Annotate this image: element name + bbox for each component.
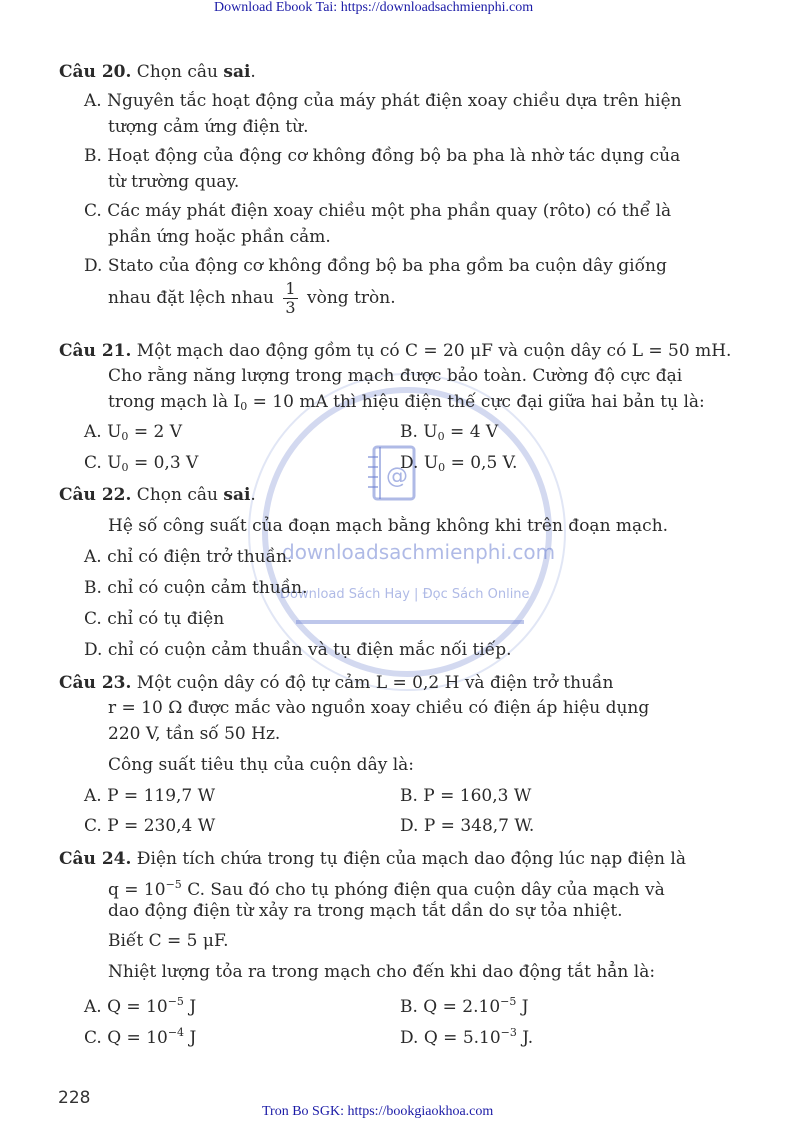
q20-option-b-line2: từ trường quay. — [108, 172, 240, 192]
q24-l2b: C. Sau đó cho tụ phóng điện qua cuộn dây của mạch và — [181, 880, 665, 900]
header-download-link[interactable]: Download Ebook Tai: https://downloadsachmienphi.com — [214, 0, 534, 15]
q20-option-c-line1: C. Các máy phát điện xoay chiều một pha phần quay (rôto) có thể là — [84, 201, 672, 221]
question-24-label: Câu 24. — [59, 849, 132, 869]
q22-option-c: C. chỉ có tụ điện — [84, 609, 225, 629]
q21-option-c — [84, 452, 198, 479]
watermark-bar — [296, 620, 524, 624]
question-23-line2: r = 10 Ω được mắc vào nguồn xoay chiều có điện áp hiệu dụng — [108, 698, 650, 718]
fraction-one-third — [283, 280, 297, 317]
question-24-text: Điện tích chứa trong tụ điện của mạch dao động lúc nạp điện là — [131, 849, 686, 869]
question-24-line3: dao động điện từ xảy ra trong mạch tắt dần do sự tỏa nhiệt. — [108, 901, 623, 921]
q24-option-a — [84, 991, 196, 1018]
q21-a-post: = 2 V — [128, 422, 182, 442]
q20-option-a-line1: A. Nguyên tắc hoạt động của máy phát điện xoay chiều dựa trên hiện — [84, 91, 682, 111]
q21-b-post: = 4 V — [444, 422, 499, 442]
q24-d-post: J. — [516, 1028, 534, 1048]
question-20-label: Câu 20. — [59, 62, 132, 82]
q20-option-d-line2 — [108, 280, 396, 317]
svg-text:@: @ — [386, 464, 408, 489]
question-20-stem: Câu 20. Chọn câu sai. — [59, 62, 256, 82]
question-23-text: Một cuộn dây có độ tự cảm L = 0,2 H và điện trở thuần — [131, 673, 614, 693]
fraction-denominator: 3 — [285, 298, 296, 317]
q21-l3-sub: 0 — [240, 400, 248, 413]
q24-a-pre: A. Q = 10 — [84, 997, 168, 1017]
q21-d-post: = 0,5 V. — [445, 453, 518, 473]
fraction-numerator: 1 — [285, 279, 296, 298]
q20-d-post: vòng tròn. — [307, 288, 396, 308]
q24-c-pre: C. Q = 10 — [84, 1028, 168, 1048]
q21-a-sub: 0 — [121, 430, 129, 443]
q20-option-a-line2: tượng cảm ứng điện từ. — [108, 117, 309, 137]
q23-option-c: C. P = 230,4 W — [84, 816, 216, 836]
q23-option-a: A. P = 119,7 W — [84, 786, 216, 806]
question-21-label: Câu 21. — [59, 341, 132, 361]
watermark-tagline: Download Sách Hay | Đọc Sách Online — [280, 587, 530, 602]
q24-a-sup: −5 — [167, 995, 184, 1008]
page-number: 228 — [58, 1088, 91, 1108]
q24-b-sup: −5 — [500, 995, 517, 1008]
watermark-domain: downloadsachmienphi.com — [282, 540, 556, 564]
question-23-line1 — [59, 672, 613, 694]
q24-d-pre: D. Q = 5.10 — [400, 1028, 501, 1048]
footer-sgk-link[interactable]: Tron Bo SGK: https://bookgiaokhoa.com — [262, 1104, 494, 1119]
question-21-line2: Cho rằng năng lượng trong mạch được bảo toàn. Cường độ cực đại — [108, 366, 683, 386]
question-23-line3: 220 V, tần số 50 Hz. — [108, 724, 281, 744]
question-22-line2: Hệ số công suất của đoạn mạch bằng không khi trên đoạn mạch. — [108, 516, 669, 536]
question-23-label: Câu 23. — [59, 673, 132, 693]
q21-option-b — [400, 421, 498, 448]
q24-b-post: J — [516, 997, 529, 1017]
q21-d-sub: 0 — [438, 461, 446, 474]
q24-d-sup: −3 — [500, 1026, 517, 1039]
question-22-stem — [59, 484, 256, 506]
question-24-line2 — [108, 874, 665, 901]
q24-option-c — [84, 1022, 196, 1049]
q22-option-b: B. chỉ có cuộn cảm thuần. — [84, 578, 308, 598]
q20-option-c-line2: phần ứng hoặc phần cảm. — [108, 227, 331, 247]
q24-option-b — [400, 991, 529, 1018]
question-20-emph: sai — [223, 62, 251, 82]
q24-c-sup: −4 — [167, 1026, 185, 1039]
q24-a-post: J — [183, 997, 197, 1017]
q24-l2a: q = 10 — [108, 880, 166, 900]
question-23-line4: Công suất tiêu thụ của cuộn dây là: — [108, 755, 415, 775]
question-22-label: Câu 22. — [59, 485, 132, 505]
q21-c-sub: 0 — [121, 461, 129, 474]
q21-l3b: = 10 mA thì hiệu điện thế cực đại giữa hai bản tụ là: — [247, 392, 705, 412]
question-21-line3 — [108, 391, 705, 418]
question-22-emph: sai — [223, 485, 251, 505]
q21-c-post: = 0,3 V — [128, 453, 199, 473]
q22-option-d: D. chỉ có cuộn cảm thuần và tụ điện mắc nối tiếp. — [84, 640, 512, 660]
q24-option-d — [400, 1022, 533, 1049]
q21-l3a: trong mạch là I — [108, 392, 241, 412]
q21-option-a — [84, 421, 182, 448]
q24-l2-sup: −5 — [165, 878, 182, 891]
q20-option-b-line1: B. Hoạt động của động cơ không đồng bộ ba pha là nhờ tác dụng của — [84, 146, 681, 166]
question-24-line1 — [59, 848, 686, 870]
q21-option-d — [400, 452, 517, 479]
q21-a-pre: A. U — [84, 422, 122, 442]
q21-d-pre: D. U — [400, 453, 439, 473]
q23-option-b: B. P = 160,3 W — [400, 786, 532, 806]
question-21-line1 — [59, 340, 731, 362]
question-24-line5: Nhiệt lượng tỏa ra trong mạch cho đến khi dao động tắt hẳn là: — [108, 962, 656, 982]
q23-option-d: D. P = 348,7 W. — [400, 816, 535, 836]
q24-c-post: J — [184, 1028, 197, 1048]
q21-b-sub: 0 — [437, 430, 445, 443]
q20-d-pre: nhau đặt lệch nhau — [108, 288, 274, 308]
q21-c-pre: C. U — [84, 453, 122, 473]
q20-option-d-line1: D. Stato của động cơ không đồng bộ ba pha gồm ba cuộn dây giống — [84, 256, 667, 276]
question-22-text: Chọn câu — [131, 485, 224, 505]
q21-b-pre: B. U — [400, 422, 438, 442]
question-24-line4: Biết C = 5 μF. — [108, 931, 229, 951]
question-22-dot: . — [250, 485, 256, 505]
question-20-text: Chọn câu — [131, 62, 224, 82]
q24-b-pre: B. Q = 2.10 — [400, 997, 501, 1017]
q22-option-a: A. chỉ có điện trở thuần. — [84, 547, 293, 567]
question-21-text: Một mạch dao động gồm tụ có C = 20 μF và cuộn dây có L = 50 mH. — [131, 341, 732, 361]
